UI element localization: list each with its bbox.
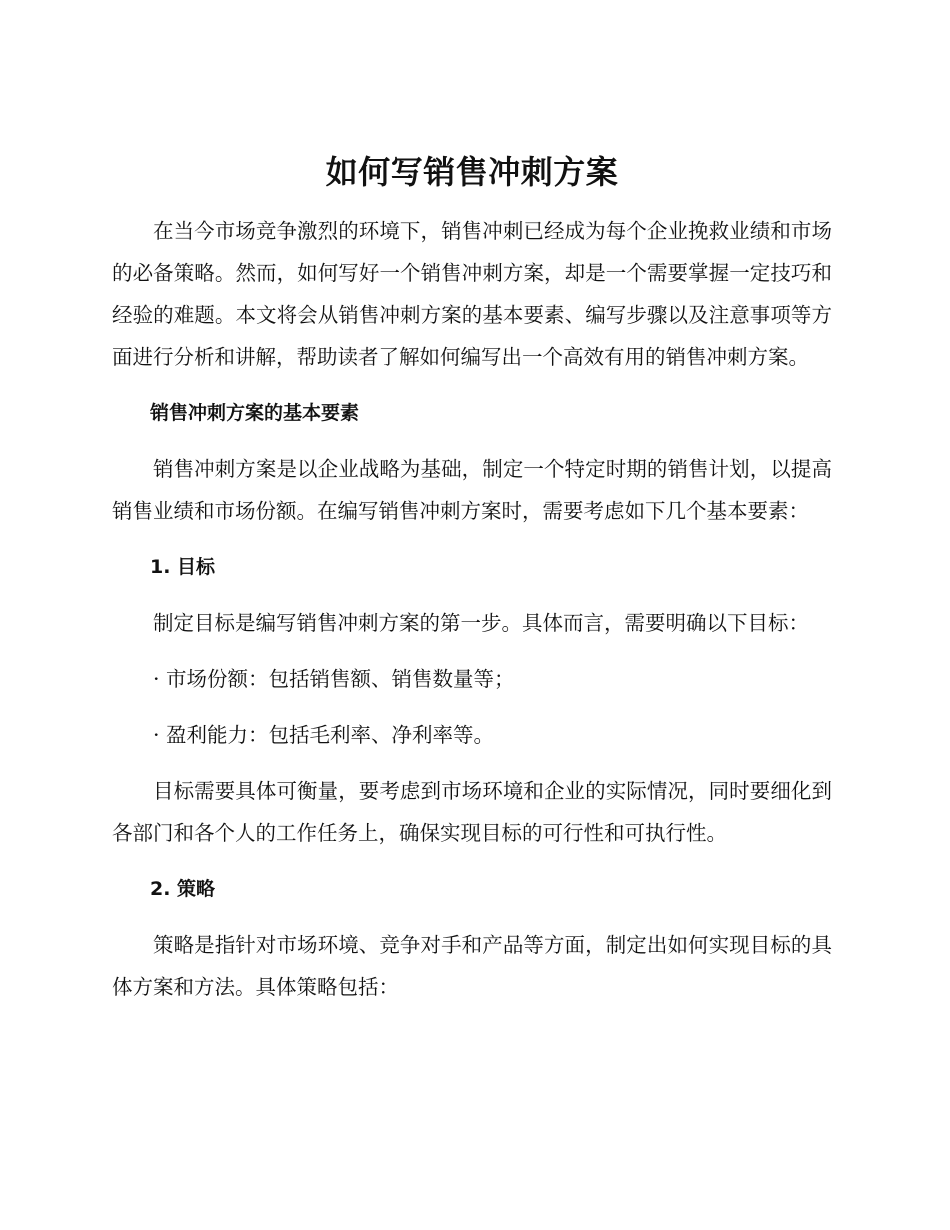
strategy-paragraph: 策略是指针对市场环境、竞争对手和产品等方面，制定出如何实现目标的具体方案和方法。具体策略包括： [112, 933, 832, 999]
subheading-strategy: 2. 策略 [150, 878, 216, 900]
goal-bullet-profitability: · 盈利能力：包括毛利率、净利率等。 [153, 723, 495, 747]
document-title: 如何写销售冲刺方案 [325, 153, 619, 191]
section-heading-basic-elements: 销售冲刺方案的基本要素 [150, 402, 360, 424]
basic-elements-paragraph: 销售冲刺方案是以企业战略为基础，制定一个特定时期的销售计划，以提高销售业绩和市场份额。在编写销售冲刺方案时，需要考虑如下几个基本要素： [112, 457, 832, 523]
subheading-goal: 1. 目标 [150, 556, 216, 578]
goal-detail-paragraph: 目标需要具体可衡量，要考虑到市场环境和企业的实际情况，同时要细化到各部门和各个人的工作任务上，确保实现目标的可行性和可执行性。 [112, 779, 832, 845]
goal-paragraph: 制定目标是编写销售冲刺方案的第一步。具体而言，需要明确以下目标： [153, 611, 809, 635]
goal-bullet-market-share: · 市场份额：包括销售额、销售数量等； [153, 667, 515, 691]
intro-paragraph: 在当今市场竞争激烈的环境下，销售冲刺已经成为每个企业挽救业绩和市场的必备策略。然而，如何写好一个销售冲刺方案，却是一个需要掌握一定技巧和经验的难题。本文将会从销售冲刺方案的基本要素、编写步骤以及注意事项等方面进行分析和讲解，帮助读者了解如何编写出一个高效有用的销售冲刺方案。 [112, 219, 832, 369]
